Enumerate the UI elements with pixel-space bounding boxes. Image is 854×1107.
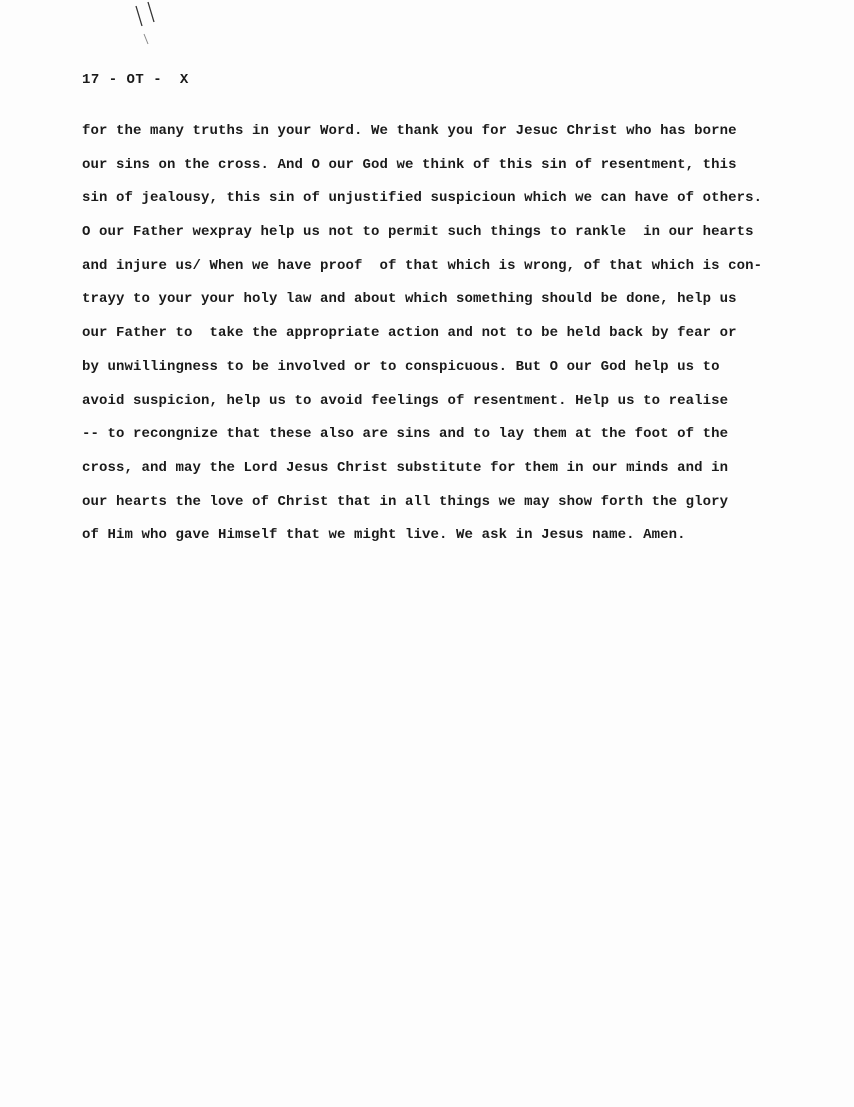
text-line: by unwillingness to be involved or to conspicuous. But O our God help us to — [82, 358, 720, 375]
text-line: our sins on the cross. And O our God we think of this sin of resentment, this — [82, 156, 737, 173]
text-line: our Father to take the appropriate action and not to be held back by fear or — [82, 325, 737, 342]
text-line: trayy to your your holy law and about which something should be done, help us — [82, 291, 737, 308]
page-header: 17 - OT - X — [82, 72, 189, 88]
document-body — [82, 121, 782, 559]
pencil-mark — [132, 0, 172, 52]
text-line: cross, and may the Lord Jesus Christ substitute for them in our minds and in — [82, 459, 729, 476]
text-line: sin of jealousy, this sin of unjustified suspicioun which we can have of others. — [82, 190, 763, 207]
text-line: for the many truths in your Word. We thank you for Jesuc Christ who has borne — [82, 123, 737, 139]
text-line: O our Father wexpray help us not to permit such things to rankle in our hearts — [82, 224, 754, 241]
text-line: -- to recongnize that these also are sins and to lay them at the foot of the — [82, 426, 729, 443]
text-line: avoid suspicion, help us to avoid feelings of resentment. Help us to realise — [82, 392, 729, 409]
text-line: and injure us/ When we have proof of that which is wrong, of that which is con- — [82, 257, 763, 274]
text-line: of Him who gave Himself that we might live. We ask in Jesus name. Amen. — [82, 527, 686, 544]
text-line: our hearts the love of Christ that in all things we may show forth the glory — [82, 493, 729, 510]
